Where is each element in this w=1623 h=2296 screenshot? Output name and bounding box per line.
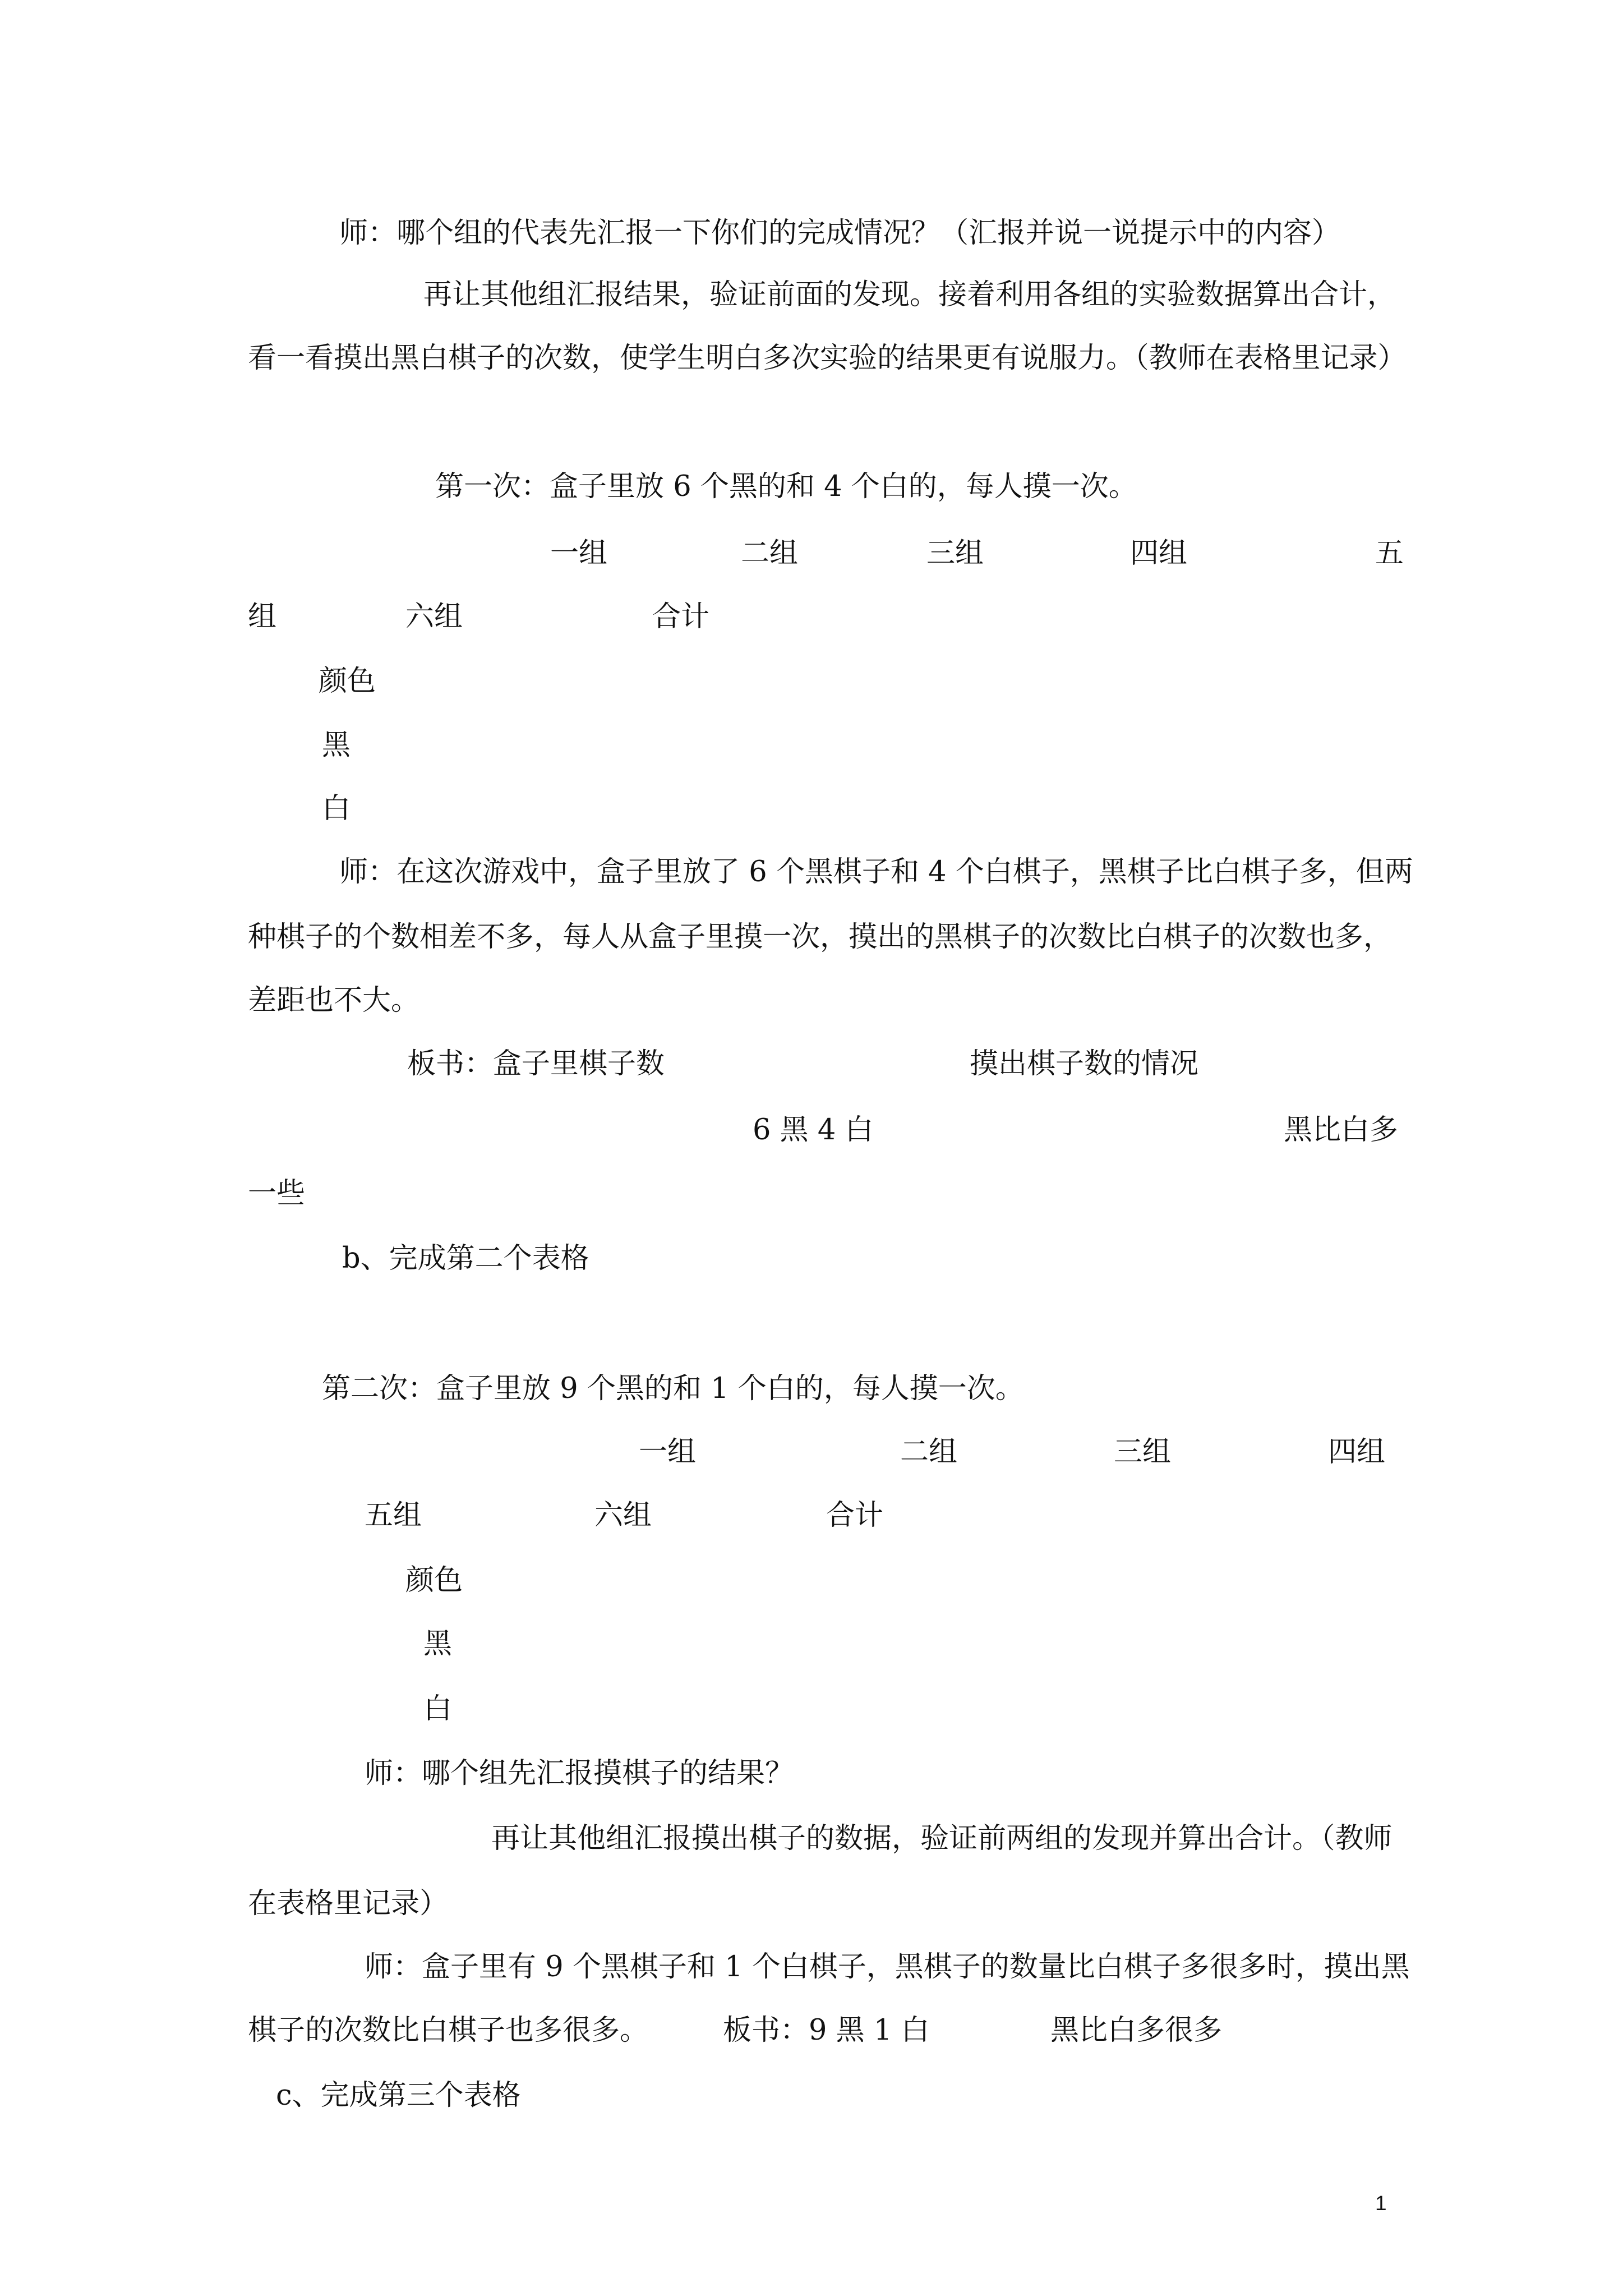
table2-column-header: 六组 (594, 1499, 652, 1532)
table2-column-header: 五组 (365, 1499, 422, 1532)
table1-column-header: 三组 (926, 537, 984, 570)
table1-column-header: 一组 (550, 537, 608, 570)
blackboard-value: 6 黑 4 白 (753, 1114, 874, 1147)
table2-row-label: 黑 (423, 1627, 453, 1660)
intro-line-1: 师：哪个组的代表先汇报一下你们的完成情况？（汇报并说一说提示中的内容） (339, 217, 1341, 250)
table2-row-label: 白 (423, 1692, 453, 1726)
teacher-question: 师：哪个组先汇报摸棋子的结果？ (365, 1757, 794, 1790)
step-heading: c、完成第三个表格 (276, 2079, 521, 2112)
blackboard-value: 一些 (248, 1177, 306, 1210)
table1-row-label: 白 (322, 792, 351, 825)
table1-column-header: 组 (248, 600, 277, 633)
blackboard-label: 板书：盒子里棋子数 (407, 1047, 665, 1080)
table2-caption: 第二次：盒子里放 9 个黑的和 1 个白的，每人摸一次。 (322, 1372, 1024, 1405)
table1-column-header: 二组 (741, 537, 799, 570)
table1-column-header: 合计 (652, 600, 710, 633)
teacher-remark-line: 在表格里记录） (248, 1887, 449, 1920)
table1-column-header: 五 (1375, 537, 1404, 570)
teacher-remark-line: 再让其他组汇报摸出棋子的数据，验证前两组的发现并算出合计。（教师 (491, 1822, 1393, 1855)
teacher-remark-line: 师：盒子里有 9 个黑棋子和 1 个白棋子，黑棋子的数量比白棋子多很多时，摸出黑 (365, 1950, 1410, 1984)
table2-column-header: 合计 (826, 1499, 884, 1532)
step-heading: b、完成第二个表格 (342, 1242, 589, 1275)
table1-column-header: 四组 (1130, 537, 1188, 570)
table1-caption: 第一次：盒子里放 6 个黑的和 4 个白的，每人摸一次。 (435, 470, 1137, 503)
blackboard-value: 黑比白多很多 (1050, 2014, 1223, 2047)
teacher-remark-line: 差距也不大。 (248, 984, 420, 1017)
table2-column-header: 三组 (1114, 1435, 1172, 1469)
teacher-remark-line: 种棋子的个数相差不多，每人从盒子里摸一次，摸出的黑棋子的次数比白棋子的次数也多， (248, 921, 1393, 954)
blackboard-label: 板书：9 黑 1 白 (723, 2014, 930, 2047)
blackboard-value: 黑比白多 (1284, 1114, 1399, 1147)
intro-line-3: 看一看摸出黑白棋子的次数，使学生明白多次实验的结果更有说服力。（教师在表格里记录） (248, 342, 1407, 375)
table1-column-header: 六组 (405, 600, 463, 633)
teacher-remark-line: 师：在这次游戏中，盒子里放了 6 个黑棋子和 4 个白棋子，黑棋子比白棋子多，但两 (339, 855, 1413, 889)
table1-row-label: 黑 (322, 729, 351, 762)
table2-row-label: 颜色 (405, 1564, 463, 1597)
table1-row-label: 颜色 (319, 665, 376, 698)
blackboard-label: 摸出棋子数的情况 (970, 1047, 1199, 1080)
page-number: 1 (1375, 2192, 1387, 2215)
intro-line-2: 再让其他组汇报结果，验证前面的发现。接着利用各组的实验数据算出合计， (423, 278, 1396, 311)
table2-column-header: 二组 (900, 1435, 958, 1469)
table2-column-header: 一组 (639, 1435, 697, 1469)
teacher-remark-line: 棋子的次数比白棋子也多很多。 (248, 2014, 649, 2047)
table2-column-header: 四组 (1328, 1435, 1386, 1469)
